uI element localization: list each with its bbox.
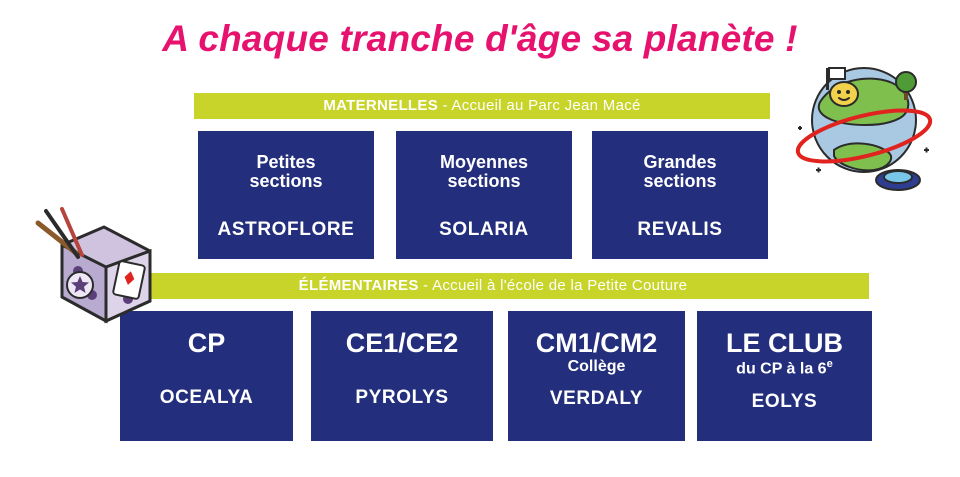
- card-planet-name: ASTROFLORE: [217, 218, 355, 240]
- banner-label-rest: - Accueil à l'école de la Petite Couture: [418, 277, 688, 294]
- card-planet-name: SOLARIA: [439, 218, 529, 240]
- page-title: A chaque tranche d'âge sa planète !: [162, 18, 798, 59]
- card-petites-sections[interactable]: [198, 131, 374, 259]
- card-grandes-sections[interactable]: [592, 131, 768, 259]
- card-level-line2: sections: [447, 170, 521, 191]
- section-banner-elementaires: [117, 273, 869, 299]
- card-planet-name: OCEALYA: [159, 387, 254, 409]
- card-le-club[interactable]: [697, 311, 872, 441]
- section-banner-maternelles: [194, 93, 770, 119]
- banner-label-rest: - Accueil au Parc Jean Macé: [438, 97, 641, 114]
- card-ce1-ce2[interactable]: [311, 311, 493, 441]
- card-level: [198, 153, 374, 191]
- card-cp[interactable]: [120, 311, 293, 441]
- card-level-line2: sections: [249, 170, 323, 191]
- card-sublabel-text: du CP à la 6: [736, 360, 827, 378]
- card-level-line2: sections: [643, 170, 717, 191]
- card-planet-name: VERDALY: [549, 388, 644, 410]
- card-level: CP: [187, 328, 226, 358]
- card-level-line1: Grandes: [643, 152, 717, 172]
- banner-label-strong: ÉLÉMENTAIRES: [298, 277, 419, 294]
- banner-label-strong: MATERNELLES: [323, 97, 438, 114]
- card-planet-name: EOLYS: [751, 390, 818, 412]
- card-cm1-cm2[interactable]: [508, 311, 685, 441]
- card-level-line1: Petites: [256, 152, 316, 172]
- card-level-line1: Moyennes: [439, 152, 529, 172]
- card-sublabel: Collège: [567, 358, 626, 376]
- card-moyennes-sections[interactable]: [396, 131, 572, 259]
- card-level: [592, 153, 768, 191]
- card-sublabel: [697, 358, 872, 378]
- card-sublabel-sup: e: [826, 358, 833, 371]
- card-level: [396, 153, 572, 191]
- card-level: CM1/CM2: [535, 328, 658, 358]
- card-planet-name: REVALIS: [637, 218, 723, 240]
- planet-illustration: [782, 58, 942, 213]
- card-planet-name: PYROLYS: [355, 387, 449, 409]
- card-level: CE1/CE2: [345, 328, 459, 358]
- card-level: LE CLUB: [726, 328, 843, 358]
